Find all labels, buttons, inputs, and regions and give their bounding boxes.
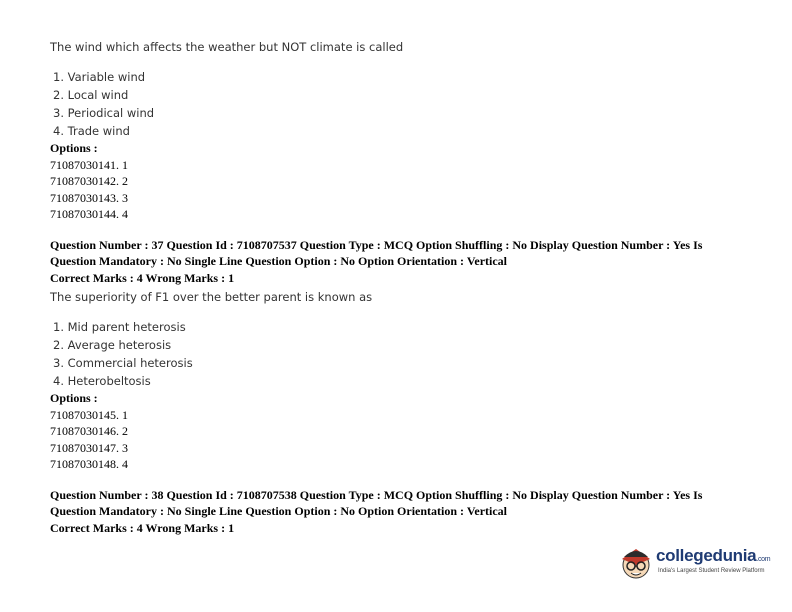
option-id: 71087030147. 3 xyxy=(50,440,128,455)
option-id: 71087030143. 3 xyxy=(50,190,128,205)
option-id: 71087030142. 2 xyxy=(50,174,128,188)
option-item: 1. Variable wind xyxy=(53,70,146,84)
option-id: 71087030148. 4 xyxy=(50,457,128,471)
option-item: 1. Mid parent heterosis xyxy=(53,320,186,334)
question-36-text: The wind which affects the weather but NOT climate is called xyxy=(50,40,404,54)
question-paper xyxy=(50,38,750,536)
option-item: 2. Local wind xyxy=(53,88,129,102)
question-38-marks: Correct Marks : 4 Wrong Marks : 1 xyxy=(50,520,235,535)
question-37-options xyxy=(53,318,750,390)
options-label: Options : xyxy=(50,141,98,155)
logo-wordmark: collegedunia.com xyxy=(656,546,771,565)
question-38-meta: Question Mandatory : No Single Line Question Option : No Option Orientation : Vertical xyxy=(50,504,508,518)
option-item: 2. Average heterosis xyxy=(53,338,172,352)
option-item: 3. Commercial heterosis xyxy=(53,356,193,370)
collegedunia-logo xyxy=(618,543,771,583)
option-id: 71087030145. 1 xyxy=(50,407,128,422)
options-label: Options : xyxy=(50,391,98,405)
logo-tagline: India's Largest Student Review Platform xyxy=(658,568,765,574)
option-id: 71087030141. 1 xyxy=(50,157,128,172)
question-36-options xyxy=(53,68,750,140)
question-37-meta: Question Number : 37 Question Id : 7108707537 Question Type : MCQ Option Shuffling : No Display Question Number : Yes Is xyxy=(50,237,703,252)
option-id: 71087030146. 2 xyxy=(50,424,128,438)
question-37-marks: Correct Marks : 4 Wrong Marks : 1 xyxy=(50,270,235,285)
option-item: 4. Heterobeltosis xyxy=(53,374,151,388)
question-37-text: The superiority of F1 over the better parent is known as xyxy=(50,290,373,304)
question-37-meta: Question Mandatory : No Single Line Question Option : No Option Orientation : Vertical xyxy=(50,254,508,268)
option-id: 71087030144. 4 xyxy=(50,207,128,221)
question-38-meta: Question Number : 38 Question Id : 7108707538 Question Type : MCQ Option Shuffling : No Display Question Number : Yes Is xyxy=(50,487,703,502)
student-mascot-icon xyxy=(618,543,654,583)
option-item: 3. Periodical wind xyxy=(53,106,155,120)
option-item: 4. Trade wind xyxy=(53,124,130,138)
